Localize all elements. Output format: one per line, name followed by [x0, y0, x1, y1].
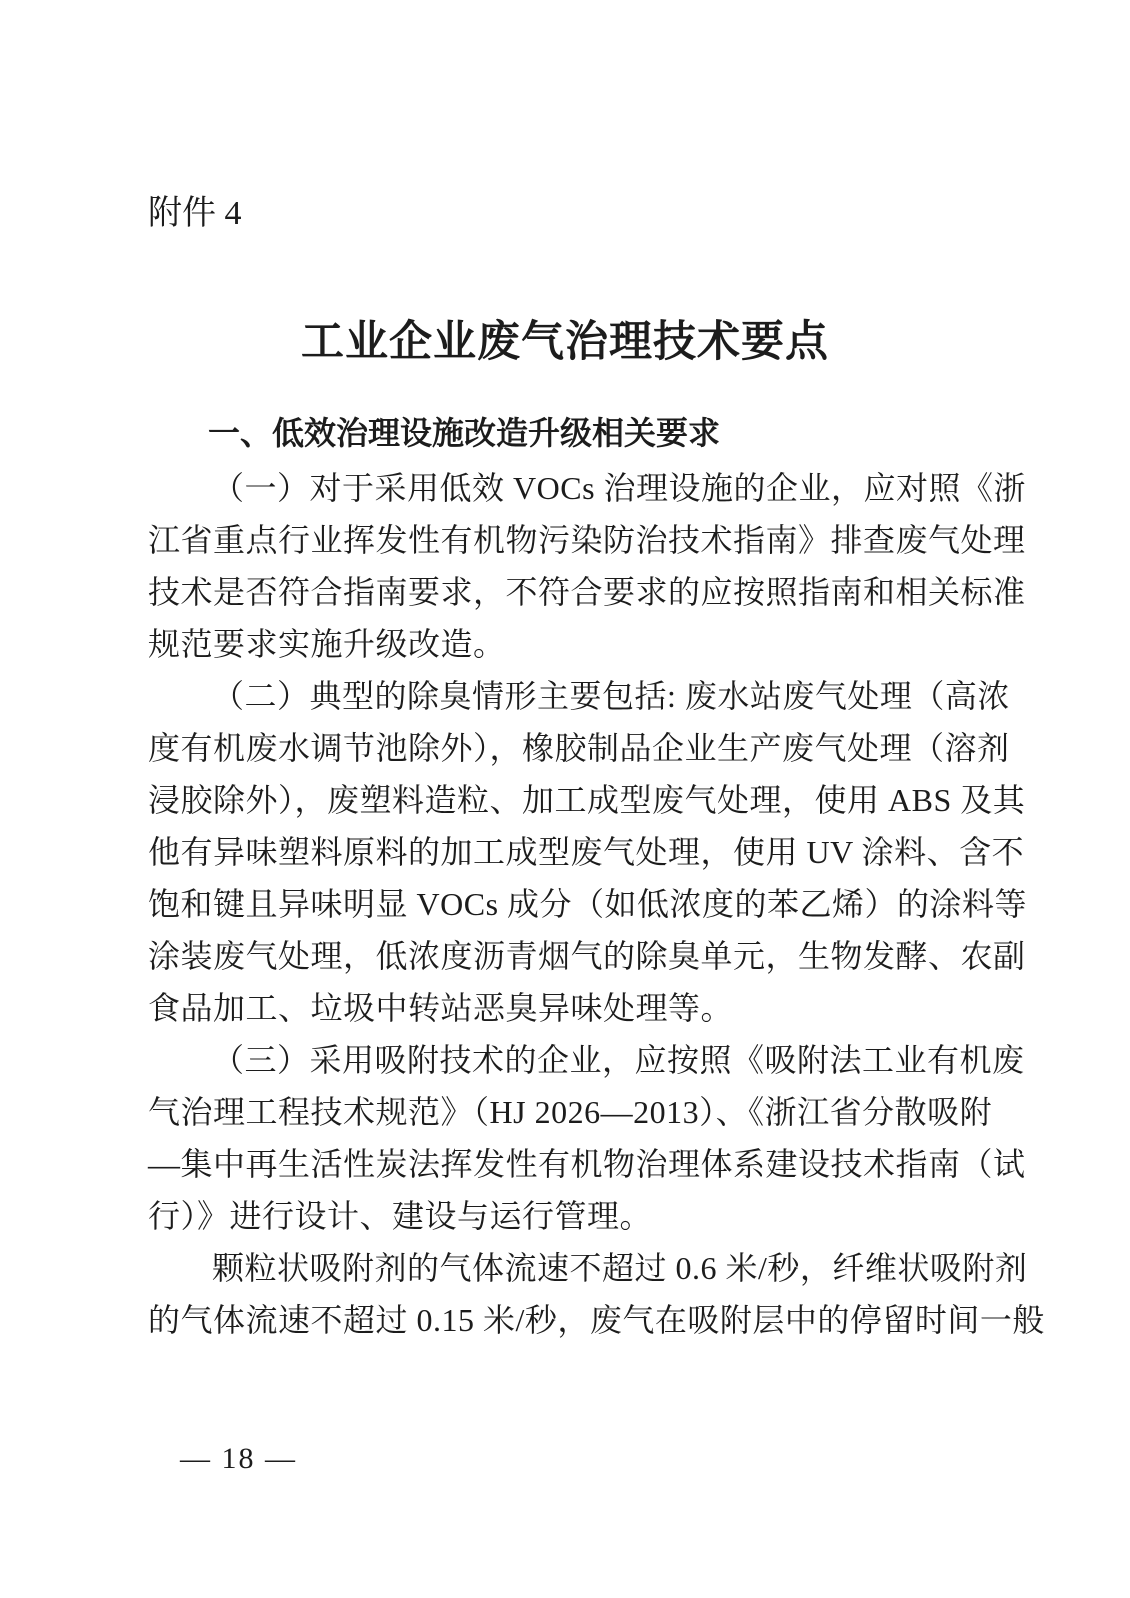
- text-line: 技术是否符合指南要求，不符合要求的应按照指南和相关标准: [148, 574, 1026, 610]
- text-line: —集中再生活性炭法挥发性有机物治理体系建设技术指南（试: [148, 1146, 1026, 1182]
- paragraph: [148, 1242, 1045, 1346]
- section-heading: 一、低效治理设施改造升级相关要求: [208, 415, 721, 451]
- paragraph: [148, 462, 1027, 670]
- text-line: 气治理工程技术规范》（HJ 2026—2013）、《浙江省分散吸附: [148, 1094, 993, 1130]
- attachment-label: 附件 4: [148, 195, 242, 232]
- text-line: 的气体流速不超过 0.15 米/秒，废气在吸附层中的停留时间一般: [148, 1302, 1045, 1338]
- text-line: （二）典型的除臭情形主要包括: 废水站废气处理（高浓: [212, 678, 1010, 714]
- text-line: 行）》进行设计、建设与运行管理。: [148, 1198, 653, 1234]
- text-line: 他有异味塑料原料的加工成型废气处理，使用 UV 涂料、含不: [148, 834, 1025, 870]
- paragraph: [148, 1034, 1026, 1242]
- text-line: 度有机废水调节池除外），橡胶制品企业生产废气处理（溶剂: [148, 730, 1010, 766]
- text-line: 颗粒状吸附剂的气体流速不超过 0.6 米/秒，纤维状吸附剂: [212, 1250, 1028, 1286]
- text-line: 规范要求实施升级改造。: [148, 626, 506, 662]
- paragraph: [148, 670, 1028, 1034]
- text-line: 涂装废气处理，低浓度沥青烟气的除臭单元，生物发酵、农副: [148, 938, 1026, 974]
- text-line: 饱和键且异味明显 VOCs 成分（如低浓度的苯乙烯）的涂料等: [148, 886, 1028, 922]
- text-line: 江省重点行业挥发性有机物污染防治技术指南》排查废气处理: [148, 522, 1026, 558]
- document-title: 工业企业废气治理技术要点: [301, 318, 829, 366]
- text-line: （三）采用吸附技术的企业，应按照《吸附法工业有机废: [212, 1042, 1025, 1078]
- text-line: （一）对于采用低效 VOCs 治理设施的企业，应对照《浙: [212, 470, 1027, 506]
- text-line: 食品加工、垃圾中转站恶臭异味处理等。: [148, 990, 734, 1026]
- document-body: [148, 404, 1045, 1346]
- page-number: — 18 —: [180, 1442, 297, 1475]
- text-line: 浸胶除外），废塑料造粒、加工成型废气处理，使用 ABS 及其: [148, 782, 1026, 818]
